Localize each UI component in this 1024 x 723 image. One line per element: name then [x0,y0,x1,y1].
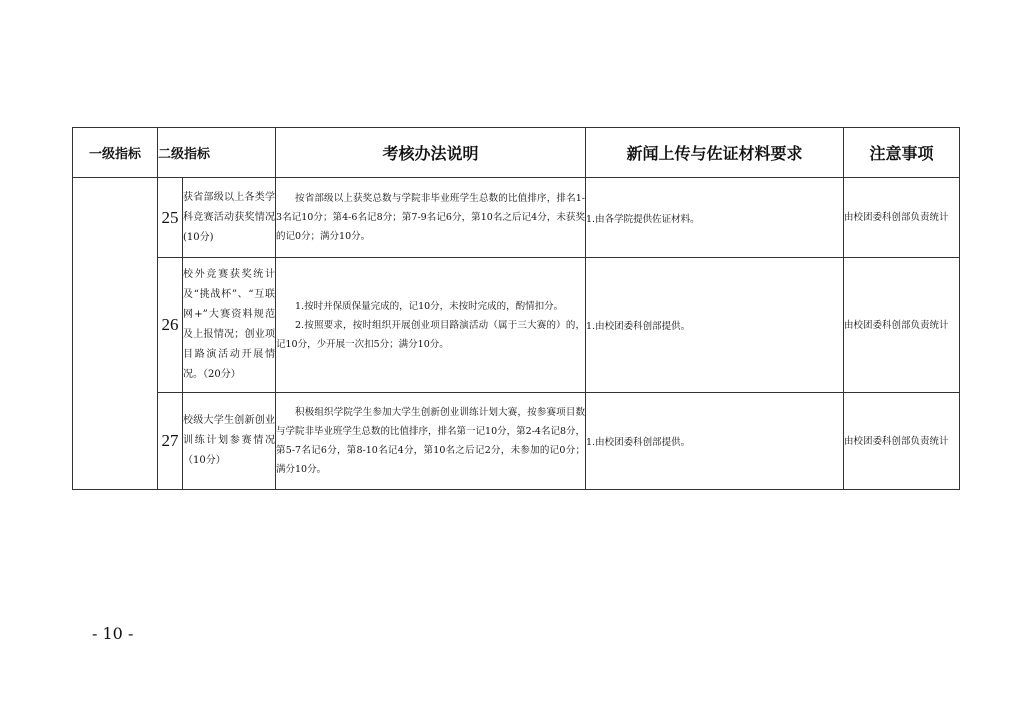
method-paragraph: 2.按照要求，按时组织开展创业项目路演活动（属于三大赛的）的，记10分，少开展一次扣5分；满分10分。 [276,319,586,350]
header-method: 考核办法说明 [276,128,586,178]
requirement-cell: 1.由校团委科创部提供。 [586,258,844,393]
method-cell [276,178,586,258]
page-number: - 10 - [92,624,134,643]
indicator-name: 校级大学生创新创业训练计划参赛情况（10分） [183,393,276,490]
indicator-name: 校外竞赛获奖统计及“挑战杯”、“互联网+”大赛资料规范及上报情况；创业项目路演活动开展情况。（20分） [183,258,276,393]
note-cell: 由校团委科创部负责统计 [844,178,960,258]
header-notes: 注意事项 [844,128,960,178]
method-paragraph: 按省部级以上获奖总数与学院非毕业班学生总数的比值排序，排名1-3名记10分；第4-6名记8分；第7-9名记6分，第10名之后记4分，未获奖的记0分；满分10分。 [276,193,586,242]
header-level1: 一级指标 [73,128,158,178]
table-row [73,178,960,258]
method-cell [276,393,586,490]
row-number: 25 [158,178,183,258]
table-row [73,393,960,490]
method-paragraph: 1.按时并保质保量完成的，记10分，未按时完成的，酌情扣分。 [295,300,564,312]
note-cell: 由校团委科创部负责统计 [844,258,960,393]
table-row [73,258,960,393]
requirement-cell: 1.由校团委科创部提供。 [586,393,844,490]
indicator-name: 获省部级以上各类学科竞赛活动获奖情况(10分) [183,178,276,258]
row-number: 26 [158,258,183,393]
note-cell: 由校团委科创部负责统计 [844,393,960,490]
header-materials: 新闻上传与佐证材料要求 [586,128,844,178]
row-number: 27 [158,393,183,490]
requirement-cell: 1.由各学院提供佐证材料。 [586,178,844,258]
method-paragraph: 积极组织学院学生参加大学生创新创业训练计划大赛，按参赛项目数与学院非毕业班学生总数的比值排序，排名第一记10分，第2-4名记8分，第5-7名记6分，第8-10名记4分，第10名之后记2分，未参加的记0分；满分10分。 [276,407,586,475]
assessment-table [72,127,960,490]
header-row [73,128,960,178]
level1-cell [73,178,158,490]
method-cell [276,258,586,393]
header-level2: 二级指标 [158,128,276,178]
